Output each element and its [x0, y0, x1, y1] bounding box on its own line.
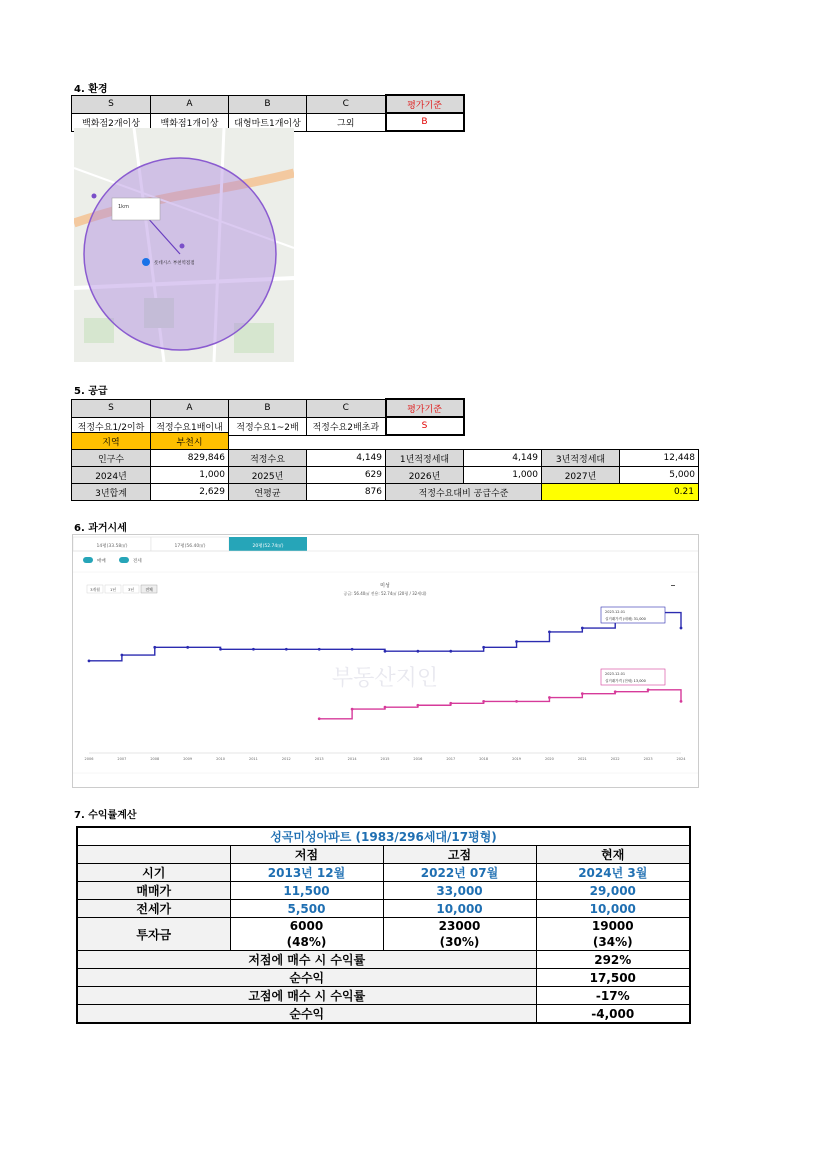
data-point[interactable] [186, 646, 189, 649]
tab-17-label: 17평(56.40㎡) [174, 544, 206, 549]
data-point[interactable] [515, 640, 518, 643]
env-value-eval: B [386, 113, 464, 131]
invest-low: 6000 [230, 918, 383, 935]
section-4-title: 4. 환경 [74, 84, 108, 95]
toggle-rent-label: 전세 [133, 559, 142, 564]
invest-label: 투자금 [77, 918, 230, 951]
data-point[interactable] [548, 696, 551, 699]
region-label: 지역 [72, 433, 151, 450]
x-tick-label: 2006 [84, 757, 94, 761]
supply-value-b: 적정수요1~2배 [229, 417, 307, 435]
x-tick-label: 2008 [150, 757, 160, 761]
x-tick-label: 2009 [183, 757, 193, 761]
env-value-a: 백화점1개이상 [151, 113, 229, 131]
data-point[interactable] [548, 630, 551, 633]
menu-icon[interactable] [671, 585, 675, 586]
population-label: 인구수 [72, 450, 151, 467]
data-point[interactable] [581, 692, 584, 695]
sum-3y-value: 2,629 [151, 484, 229, 501]
col-high: 고점 [383, 846, 536, 864]
period-now: 2024년 3월 [536, 864, 690, 882]
price-history-chart [72, 534, 699, 788]
data-point[interactable] [120, 654, 123, 657]
year-2027-value: 5,000 [620, 467, 699, 484]
x-tick-label: 2012 [281, 757, 291, 761]
high-net-profit-value: -4,000 [536, 1005, 690, 1024]
invest-now-pct: (34%) [536, 934, 690, 951]
section-5-title: 5. 공급 [74, 386, 108, 397]
supply-ratio-value: 0.21 [542, 484, 699, 501]
data-point[interactable] [680, 700, 683, 703]
yearly-avg-value: 876 [307, 484, 386, 501]
demand-3y-value: 12,448 [620, 450, 699, 467]
col-low: 저점 [230, 846, 383, 864]
env-value-s: 백화점2개이상 [72, 113, 151, 131]
environment-map [74, 128, 294, 362]
toggle-rent[interactable] [119, 557, 129, 563]
x-tick-label: 2022 [610, 757, 620, 761]
tooltip-rent-date: 2023.12.01 [605, 672, 626, 676]
toggle-sale[interactable] [83, 557, 93, 563]
col-now: 현재 [536, 846, 690, 864]
x-tick-label: 2023 [643, 757, 653, 761]
period-3m-label: 3개월 [90, 587, 100, 592]
tooltip-rent-text: 실거래가격 (전세) 13,000 [605, 679, 646, 683]
env-header-a: A [151, 95, 229, 113]
sale-price-high: 33,000 [383, 882, 536, 900]
period-all-label: 전체 [145, 587, 153, 592]
invest-high-pct: (30%) [383, 934, 536, 951]
sale-price-low: 11,500 [230, 882, 383, 900]
population-value: 829,846 [151, 450, 229, 467]
data-point[interactable] [285, 648, 288, 651]
yearly-avg-label: 연평균 [229, 484, 307, 501]
supply-detail-table [71, 432, 699, 501]
year-2025-value: 629 [307, 467, 386, 484]
year-2024-label: 2024년 [72, 467, 151, 484]
chart-svg [73, 535, 698, 787]
chart-subtitle: 공급: 56.40㎡ 전용: 52.74㎡ (20평 / 32세대) [343, 591, 427, 596]
env-header-b: B [229, 95, 307, 113]
period-3y-label: 3년 [127, 587, 135, 592]
location-pin-icon [142, 258, 150, 266]
x-tick-label: 2024 [676, 757, 686, 761]
tab-20-label: 20평(52.74㎡) [252, 544, 284, 549]
env-value-b: 대형마트1개이상 [229, 113, 307, 131]
demand-value: 4,149 [307, 450, 386, 467]
env-criteria-table [71, 94, 465, 132]
data-point[interactable] [449, 650, 452, 653]
invest-now: 19000 [536, 918, 690, 935]
data-point[interactable] [647, 688, 650, 691]
demand-3y-label: 3년적정세대 [542, 450, 620, 467]
low-buy-yield-value: 292% [536, 951, 690, 969]
invest-high: 23000 [383, 918, 536, 935]
chart-watermark: 부동산지인 [331, 666, 439, 691]
x-tick-label: 2019 [512, 757, 522, 761]
period-high: 2022년 07월 [383, 864, 536, 882]
x-tick-label: 2016 [413, 757, 423, 761]
x-tick-label: 2010 [216, 757, 226, 761]
low-buy-yield-label: 저점에 매수 시 수익률 [77, 951, 536, 969]
data-point[interactable] [416, 650, 419, 653]
rent-price-low: 5,500 [230, 900, 383, 918]
apartment-title: 성곡미성아파트 (1983/296세대/17평형) [77, 827, 690, 846]
year-2025-label: 2025년 [229, 467, 307, 484]
period-label: 시기 [77, 864, 230, 882]
data-point[interactable] [351, 708, 354, 711]
rent-price-label: 전세가 [77, 900, 230, 918]
yield-table [76, 826, 691, 1024]
x-tick-label: 2011 [248, 757, 258, 761]
year-2024-value: 1,000 [151, 467, 229, 484]
data-point[interactable] [515, 700, 518, 703]
supply-header-a: A [151, 399, 229, 417]
sum-3y-label: 3년합계 [72, 484, 151, 501]
period-low: 2013년 12월 [230, 864, 383, 882]
x-tick-label: 2014 [347, 757, 357, 761]
supply-ratio-label: 적정수요대비 공급수준 [386, 484, 542, 501]
period-1y-label: 1년 [109, 587, 117, 592]
data-point[interactable] [252, 648, 255, 651]
demand-1y-value: 4,149 [464, 450, 542, 467]
data-point[interactable] [482, 646, 485, 649]
data-point[interactable] [449, 702, 452, 705]
env-header-c: C [307, 95, 386, 113]
env-header-eval: 평가기준 [386, 95, 464, 113]
sale-price-label: 매매가 [77, 882, 230, 900]
high-buy-yield-value: -17% [536, 987, 690, 1005]
supply-value-eval: S [386, 417, 464, 435]
data-point[interactable] [153, 646, 156, 649]
data-point[interactable] [351, 648, 354, 651]
supply-header-c: C [307, 399, 386, 417]
high-net-profit-label: 순수익 [77, 1005, 536, 1024]
data-point[interactable] [219, 648, 222, 651]
tooltip-sale-date: 2023.12.01 [605, 610, 626, 614]
invest-low-pct: (48%) [230, 934, 383, 951]
data-point[interactable] [384, 650, 387, 653]
year-2026-value: 1,000 [464, 467, 542, 484]
map-popup-text: 1km [118, 204, 129, 210]
rent-price-now: 10,000 [536, 900, 690, 918]
supply-header-eval: 평가기준 [386, 399, 464, 417]
supply-value-s: 적정수요1/2이하 [72, 417, 151, 435]
data-point[interactable] [680, 627, 683, 630]
rent-price-high: 10,000 [383, 900, 536, 918]
section-7-title: 7. 수익률계산 [74, 810, 137, 821]
low-net-profit-value: 17,500 [536, 969, 690, 987]
chart-title: 미성 [380, 583, 390, 589]
x-tick-label: 2017 [446, 757, 456, 761]
data-point[interactable] [318, 648, 321, 651]
env-value-c: 그외 [307, 113, 386, 131]
x-tick-label: 2007 [117, 757, 127, 761]
x-tick-label: 2021 [577, 757, 587, 761]
tooltip-sale-text: 실거래가격 (매매) 31,000 [605, 617, 646, 621]
data-point[interactable] [384, 706, 387, 709]
x-tick-label: 2013 [314, 757, 324, 761]
map-location-label: 롯데시스 부천역점점 [154, 261, 195, 266]
year-2027-label: 2027년 [542, 467, 620, 484]
low-net-profit-label: 순수익 [77, 969, 536, 987]
data-point[interactable] [88, 659, 91, 662]
tab-14-label: 14평(33.58㎡) [96, 544, 128, 549]
data-point[interactable] [416, 704, 419, 707]
toggle-sale-label: 매매 [97, 559, 106, 564]
demand-1y-label: 1년적정세대 [386, 450, 464, 467]
supply-criteria-table [71, 398, 465, 436]
x-tick-label: 2018 [479, 757, 489, 761]
year-2026-label: 2026년 [386, 467, 464, 484]
data-point[interactable] [318, 717, 321, 720]
demand-label: 적정수요 [229, 450, 307, 467]
map-svg [74, 128, 294, 362]
x-tick-label: 2020 [544, 757, 554, 761]
env-header-s: S [72, 95, 151, 113]
high-buy-yield-label: 고점에 매수 시 수익률 [77, 987, 536, 1005]
supply-header-s: S [72, 399, 151, 417]
supply-value-c: 적정수요2배초과 [307, 417, 386, 435]
sale-price-now: 29,000 [536, 882, 690, 900]
supply-header-b: B [229, 399, 307, 417]
supply-value-a: 적정수요1배이내 [151, 417, 229, 435]
data-point[interactable] [482, 700, 485, 703]
section-6-title: 6. 과거시세 [74, 523, 127, 534]
x-tick-label: 2015 [380, 757, 390, 761]
data-point[interactable] [581, 627, 584, 630]
region-value: 부천시 [151, 433, 229, 450]
data-point[interactable] [614, 690, 617, 693]
